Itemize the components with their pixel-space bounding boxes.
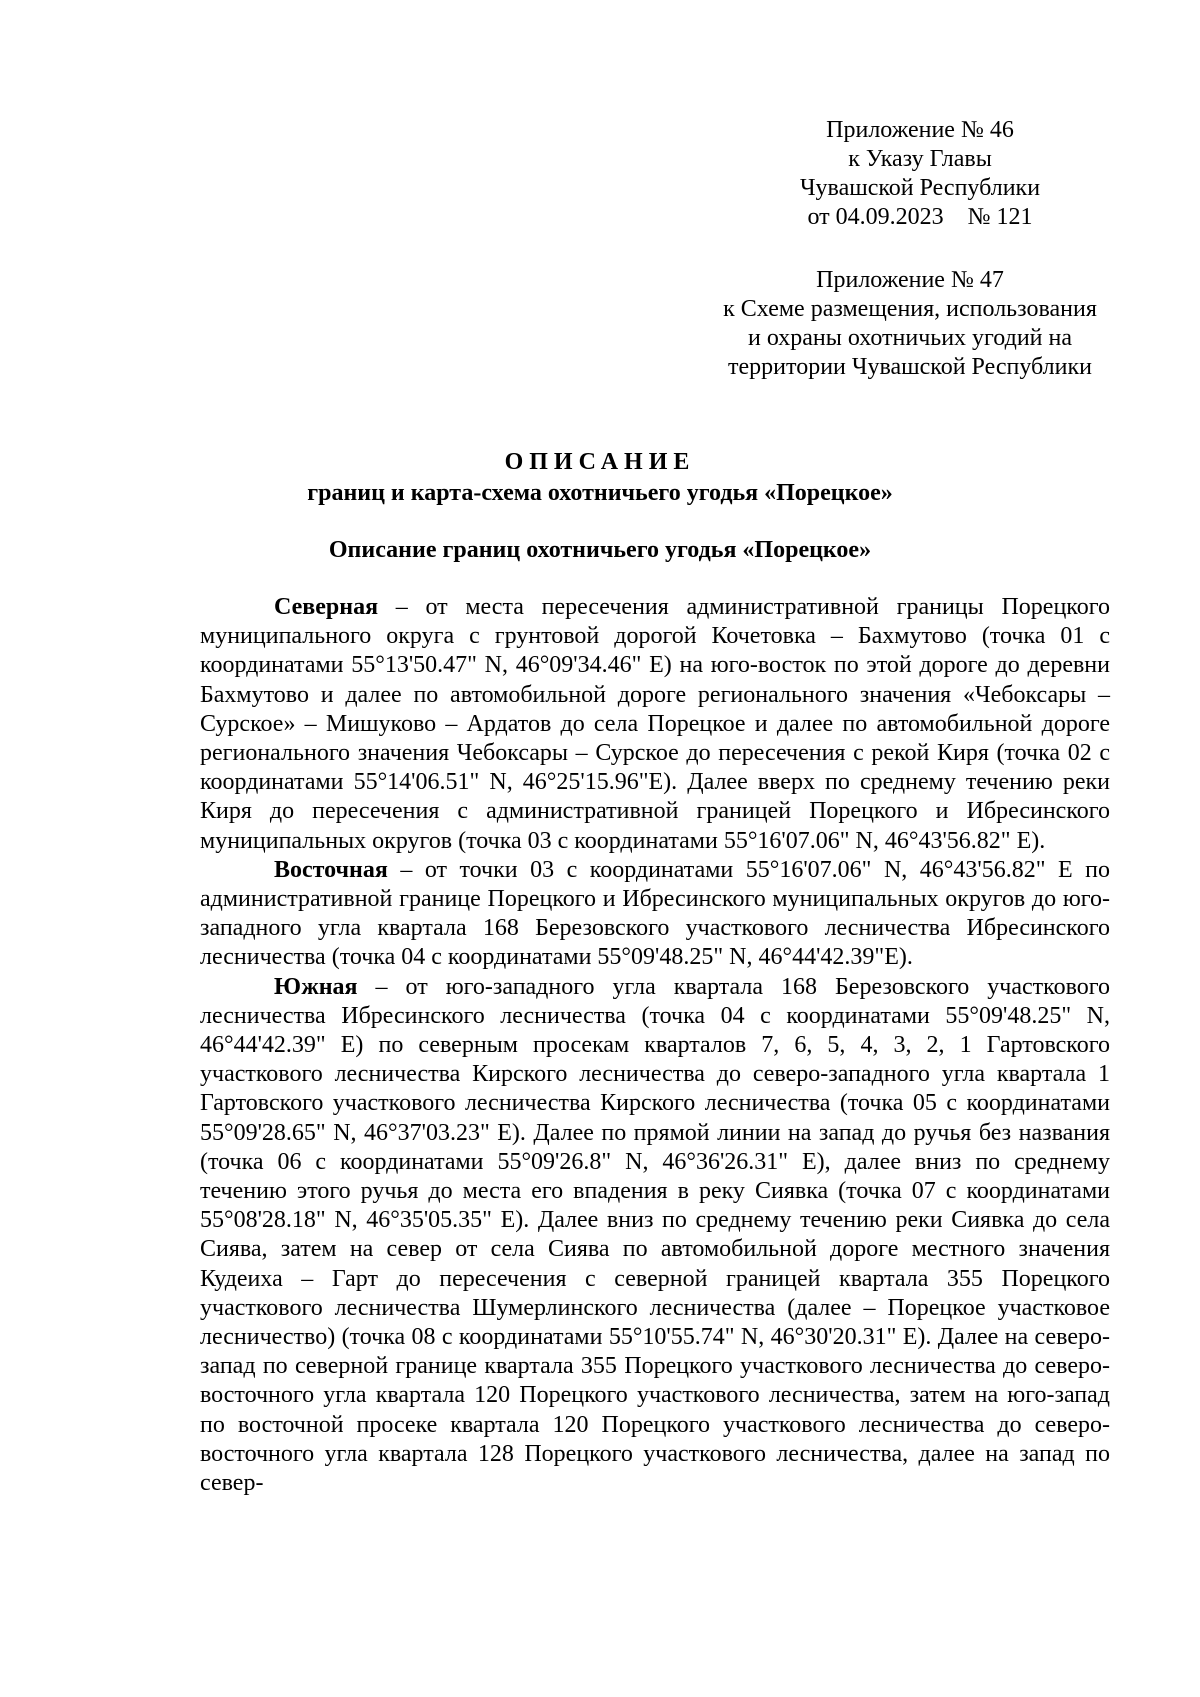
document-title: ОПИСАНИЕ (504, 449, 696, 475)
paragraph-north (200, 593, 1110, 856)
appendix-47-line-3: и охраны охотничьих угодий на (747, 325, 1073, 351)
paragraph-east-label: Восточная (274, 856, 388, 883)
appendix-47-line-4: территории Чувашской Республики (728, 354, 1092, 380)
document-subtitle: границ и карта-схема охотничьего угодья «Порецкое» (307, 480, 893, 506)
appendix-46-line-3: Чувашской Республики (799, 175, 1041, 201)
paragraph-north-text: – от места пересечения административной границы Порецкого муниципального округа с грунтовой дорогой Кочетовка – Бахмутово (точка 01 с координатами 55°13'50.47" N, 46°09'34.46" E) на юго-восток по этой дороге до деревни Бахмутово и далее по автомобильной дороге регионального значения «Чебоксары – Сурское» – Мишуково – Ардатов до села Порецкое и далее по автомобильной дороге регионального значения Чебоксары – Сурское до пересечения с рекой Киря (точка 02 с координатами 55°14'06.51" N, 46°25'15.96"E). Далее вверх по среднему течению реки Киря до пересечения с административной границей Порецкого и Ибресинского муниципальных округов (точка 03 с координатами 55°16'07.06" N, 46°43'56.82" E). (200, 594, 1110, 854)
paragraph-east-text: – от точки 03 с координатами 55°16'07.06" N, 46°43'56.82" E по административной границе Порецкого и Ибресинского муниципальных округов до юго-западного угла квартала 168 Березовского участкового лесничества Ибресинского лесничества (точка 04 с координатами 55°09'48.25" N, 46°44'42.39"E). (200, 856, 1110, 971)
appendix-47-line-1: Приложение № 47 (816, 267, 1004, 293)
appendix-47-line-2: к Схеме размещения, использования (723, 296, 1097, 322)
appendix-46-line-1: Приложение № 46 (826, 117, 1014, 143)
appendix-header-47 (680, 266, 1140, 382)
paragraph-north-label: Северная (274, 594, 379, 620)
paragraph-east (200, 856, 1110, 973)
boundary-description (200, 593, 1110, 1498)
appendix-header-46 (700, 116, 1140, 232)
appendix-46-line-2: к Указу Главы (848, 146, 992, 172)
paragraph-south-label: Южная (274, 973, 358, 1000)
section-title: Описание границ охотничьего угодья «Порецкое» (328, 537, 872, 563)
appendix-46-line-4: от 04.09.2023 № 121 (807, 204, 1033, 230)
paragraph-south-text: – от юго-западного угла квартала 168 Березовского участкового лесничества Ибресинского лесничества (точка 04 с координатами 55°09'48.25" N, 46°44'42.39" E) по северным просекам кварталов 7, 6, 5, 4, 3, 2, 1 Гартовского участкового лесничества Кирского лесничества до северо-западного угла квартала 1 Гартовского участкового лесничества Кирского лесничества (точка 05 с координатами 55°09'28.65" N, 46°37'03.23" E). Далее по прямой линии на запад до ручья без названия (точка 06 с координатами 55°09'26.8" N, 46°36'26.31" E), далее вниз по среднему течению этого ручья до места его впадения в реку Сиявка (точка 07 с координатами 55°08'28.18" N, 46°35'05.35" E). Далее вниз по среднему течению реки Сиявка до села Сиява, затем на север от села Сиява по автомобильной дороге местного значения Кудеиха – Гарт до пересечения с северной границей квартала 355 Порецкого участкового лесничества Шумерлинского лесничества (далее – Порецкое участковое лесничество) (точка 08 с координатами 55°10'55.74" N, 46°30'20.31" E). Далее на северо-запад по северной границе квартала 355 Порецкого участкового лесничества до северо-восточного угла квартала 120 Порецкого участкового лесничества, затем на юго-запад по восточной просеке квартала 120 Порецкого участкового лесничества до северо-восточного угла квартала 128 Порецкого участкового лесничества, далее на запад по север- (200, 973, 1110, 1497)
paragraph-south (200, 973, 1110, 1499)
